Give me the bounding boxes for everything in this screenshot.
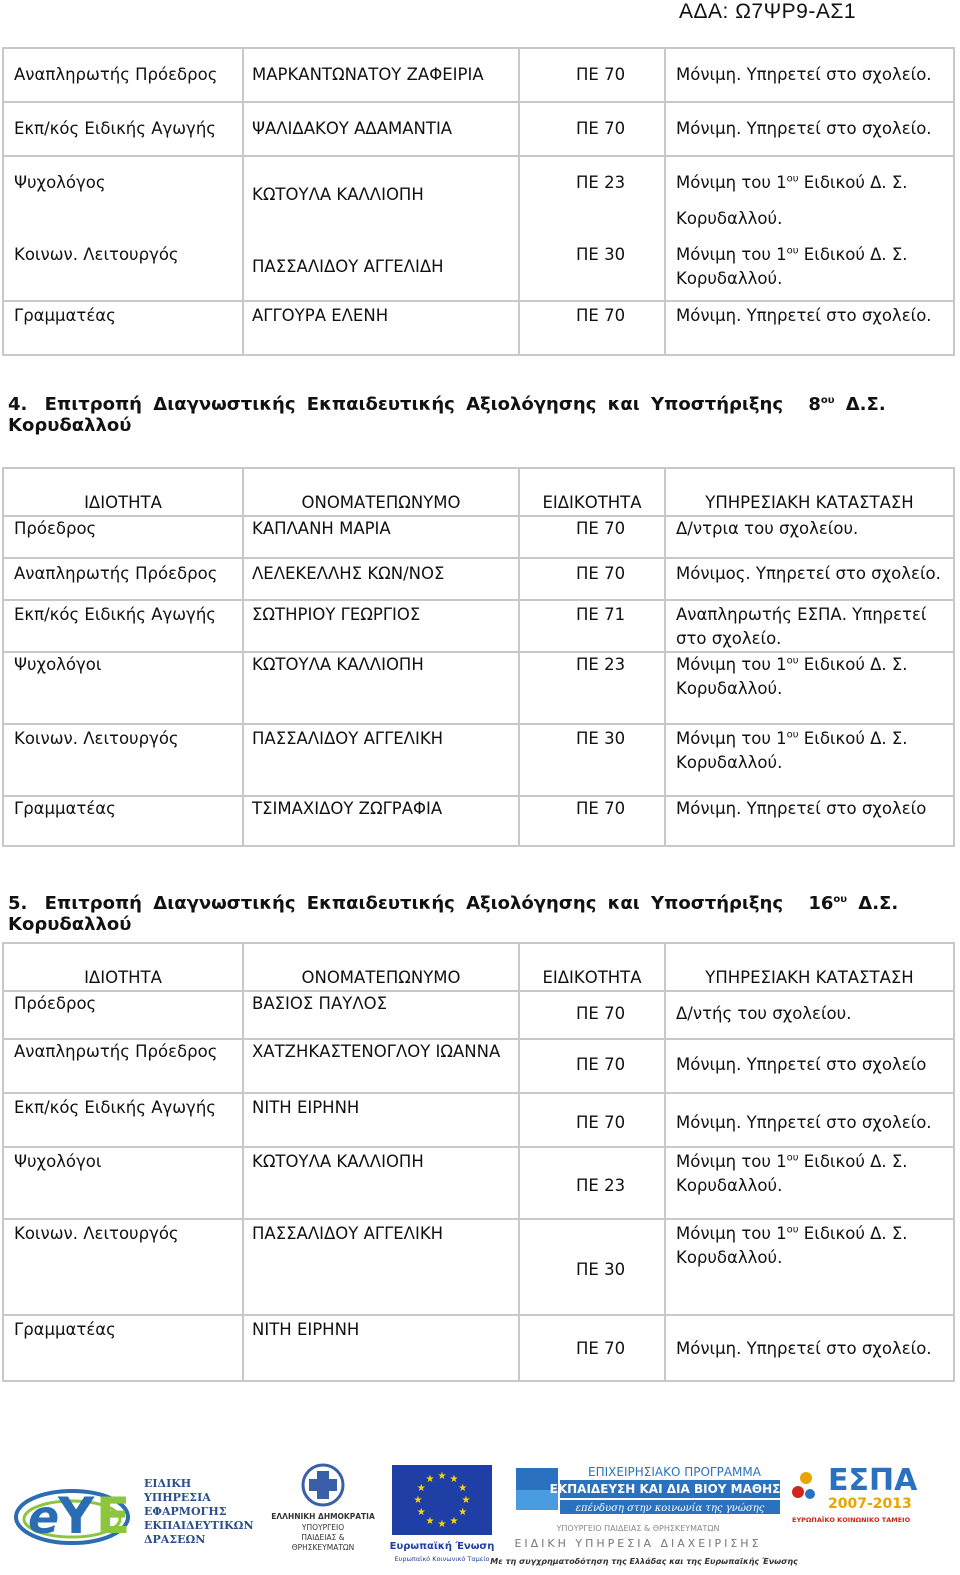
header-specialty: ΕΙΔΙΚΟΤΗΤΑ — [519, 468, 665, 516]
status-text: Κορυδαλλού. — [676, 753, 783, 772]
espa-logo — [788, 1460, 918, 1540]
role-cell: Εκπ/κός Ειδικής Αγωγής — [3, 1093, 243, 1147]
specialty-cell: ΠΕ 71 — [519, 600, 665, 652]
status-cell: Μόνιμη. Υπηρετεί στο σχολείο — [665, 796, 954, 846]
status-cell: Αναπληρωτής ΕΣΠΑ. Υπηρετεί στο σχολείο. — [665, 600, 954, 652]
status-text: Κορυδαλλού. — [676, 209, 783, 228]
status-text: Κορυδαλλού. — [676, 269, 783, 288]
espa-icon — [788, 1460, 918, 1540]
status-cell: Μόνιμη. Υπηρετεί στο σχολείο — [665, 1039, 954, 1093]
table-row — [3, 301, 954, 355]
section-5-heading — [8, 893, 960, 935]
svg-text:ΕΚΠΑΙΔΕΥΤΙΚΩΝ: ΕΚΠΑΙΔΕΥΤΙΚΩΝ — [144, 1519, 254, 1532]
role-cell: Γραμματέας — [3, 301, 243, 355]
status-text: Ειδικού Δ. Σ. — [798, 1224, 908, 1243]
name-cell: ΚΑΠΛΑΝΗ ΜΑΡΙΑ — [243, 516, 519, 558]
eu-star-icon: ★ — [449, 1515, 459, 1527]
section-number: 5. — [8, 893, 28, 914]
svg-text:2007-2013: 2007-2013 — [828, 1496, 912, 1512]
svg-text:e: e — [28, 1490, 60, 1544]
spec-social-worker: ΠΕ 30 — [576, 245, 626, 264]
status-line — [676, 243, 945, 267]
school-number: 8 — [808, 394, 821, 415]
eu-star-icon: ★ — [425, 1515, 435, 1527]
eu-star-icon: ★ — [437, 1519, 447, 1530]
role-cell: Γραμματέας — [3, 1315, 243, 1381]
svg-text:ΕΠΙΧΕΙΡΗΣΙΑΚΟ ΠΡΟΓΡΑΜΜΑ: ΕΠΙΧΕΙΡΗΣΙΑΚΟ ΠΡΟΓΡΑΜΜΑ — [588, 1465, 761, 1479]
specialty-cell: ΠΕ 70 — [519, 1315, 665, 1381]
school-number: 16 — [808, 893, 834, 914]
committee-table-8 — [2, 467, 955, 847]
role-cell: Ψυχολόγοι — [3, 652, 243, 724]
name-cell: ΜΑΡΚΑΝΤΩΝΑΤΟΥ ΖΑΦΕΙΡΙΑ — [243, 48, 519, 102]
status-line — [676, 1222, 945, 1246]
svg-text:ΕΣΠΑ: ΕΣΠΑ — [828, 1463, 918, 1498]
table-row — [3, 991, 954, 1039]
table-row — [3, 1219, 954, 1315]
eu-logo — [390, 1463, 494, 1567]
role-cell: Ψυχολόγοι — [3, 1147, 243, 1219]
status-text: Κορυδαλλού. — [676, 679, 783, 698]
status-text: Ειδικού Δ. Σ. — [798, 1152, 908, 1171]
status-line — [676, 171, 945, 195]
spec-psychologist: ΠΕ 23 — [576, 173, 626, 192]
status-text: Μόνιμη του 1 — [676, 655, 787, 674]
role-cell: Εκπ/κός Ειδικής Αγωγής — [3, 102, 243, 156]
status-text: Ειδικού Δ. Σ. — [798, 655, 908, 674]
specialty-cell: ΠΕ 70 — [519, 991, 665, 1039]
eu-star-icon: ★ — [425, 1474, 435, 1486]
specialty-cell: ΠΕ 70 — [519, 558, 665, 600]
status-cell — [665, 724, 954, 796]
header-name: ΟΝΟΜΑΤΕΠΩΝΥΜΟ — [243, 468, 519, 516]
status-cell: Μόνιμος. Υπηρετεί στο σχολείο. — [665, 558, 954, 600]
status-text: Ειδικού Δ. Σ. — [798, 245, 908, 264]
svg-text:ΕΙΔΙΚΗ ΥΠΗΡΕΣΙΑ ΔΙΑΧΕΙΡΙΣΗΣ: ΕΙΔΙΚΗ ΥΠΗΡΕΣΙΑ ΔΙΑΧΕΙΡΙΣΗΣ — [514, 1537, 762, 1550]
status-cell — [665, 1219, 954, 1315]
svg-text:Ευρωπαϊκή Ένωση: Ευρωπαϊκή Ένωση — [389, 1541, 495, 1552]
role-cell: Πρόεδρος — [3, 991, 243, 1039]
specialty-cell: ΠΕ 70 — [519, 1039, 665, 1093]
specialty-cell: ΠΕ 70 — [519, 796, 665, 846]
eye-logo — [10, 1475, 260, 1555]
status-text: Κορυδαλλού. — [676, 1176, 783, 1195]
role-cell: Πρόεδρος — [3, 516, 243, 558]
svg-text:ΠΑΙΔΕΙΑΣ &: ΠΑΙΔΕΙΑΣ & — [301, 1533, 345, 1542]
eye-logo-icon — [10, 1475, 260, 1555]
name-social-worker: ΠΑΣΣΑΛΙΔΟΥ ΑΓΓΕΛΙΔΗ — [252, 257, 444, 276]
specialty-cell: ΠΕ 23 — [519, 1147, 665, 1219]
specialty-cell: ΠΕ 30 — [519, 724, 665, 796]
table-row — [3, 558, 954, 600]
header-name: ΟΝΟΜΑΤΕΠΩΝΥΜΟ — [243, 943, 519, 991]
table-row — [3, 48, 954, 102]
table-row-merged — [3, 156, 954, 301]
name-cell: ΣΩΤΗΡΙΟΥ ΓΕΩΡΓΙΟΣ — [243, 600, 519, 652]
status-line — [676, 1150, 945, 1174]
svg-text:Ε: Ε — [96, 1487, 131, 1545]
role-cell: Αναπληρωτής Πρόεδρος — [3, 1039, 243, 1093]
name-cell: ΚΩΤΟΥΛΑ ΚΑΛΛΙΟΠΗ — [243, 652, 519, 724]
role-cell: Αναπληρωτής Πρόεδρος — [3, 558, 243, 600]
ordinal-sup: ου — [786, 173, 799, 185]
eu-star-icon: ★ — [461, 1495, 471, 1506]
role-cell: Κοινων. Λειτουργός — [3, 724, 243, 796]
table-row — [3, 796, 954, 846]
status-cell — [665, 652, 954, 724]
status-cell: Μόνιμη. Υπηρετεί στο σχολείο. — [665, 1315, 954, 1381]
status-line — [676, 727, 945, 751]
table-row — [3, 1039, 954, 1093]
ordinal-sup: ου — [833, 894, 848, 905]
name-cell: ΠΑΣΣΑΛΙΔΟΥ ΑΓΓΕΛΙΚΗ — [243, 1219, 519, 1315]
specialty-cell: ΠΕ 70 — [519, 1093, 665, 1147]
status-text: Ειδικού Δ. Σ. — [798, 729, 908, 748]
specialty-cell: ΠΕ 70 — [519, 301, 665, 355]
svg-text:ΘΡΗΣΚΕΥΜΑΤΩΝ: ΘΡΗΣΚΕΥΜΑΤΩΝ — [291, 1543, 355, 1552]
status-cell-merged — [665, 156, 954, 301]
ordinal-sup: ου — [786, 245, 799, 257]
specialty-cell: ΠΕ 70 — [519, 102, 665, 156]
eu-star-icon: ★ — [458, 1483, 468, 1494]
status-text: Μόνιμη του 1 — [676, 1152, 787, 1171]
name-cell: ΛΕΛΕΚΕΛΛΗΣ ΚΩΝ/ΝΟΣ — [243, 558, 519, 600]
ordinal-sup: ου — [786, 729, 799, 741]
svg-text:ΕΚΠΑΙΔΕΥΣΗ ΚΑΙ ΔΙΑ ΒΙΟΥ ΜΑΘΗΣΗ: ΕΚΠΑΙΔΕΥΣΗ ΚΑΙ ΔΙΑ ΒΙΟΥ ΜΑΘΗΣΗ — [549, 1482, 791, 1496]
status-line — [676, 653, 945, 677]
ordinal-sup: ου — [786, 655, 799, 667]
name-cell: ΠΑΣΣΑΛΙΔΟΥ ΑΓΓΕΛΙΚΗ — [243, 724, 519, 796]
header-role: ΙΔΙΟΤΗΤΑ — [3, 468, 243, 516]
svg-text:ΥΠΗΡΕΣΙΑ: ΥΠΗΡΕΣΙΑ — [144, 1491, 211, 1504]
name-cell: ΑΓΓΟΥΡΑ ΕΛΕΝΗ — [243, 301, 519, 355]
name-cell: ΝΙΤΗ ΕΙΡΗΝΗ — [243, 1093, 519, 1147]
role-social-worker: Κοινων. Λειτουργός — [14, 245, 179, 264]
table-row — [3, 600, 954, 652]
svg-text:ΥΠΟΥΡΓΕΙΟ ΠΑΙΔΕΙΑΣ & ΘΡΗΣΚΕΥΜΑ: ΥΠΟΥΡΓΕΙΟ ΠΑΙΔΕΙΑΣ & ΘΡΗΣΚΕΥΜΑΤΩΝ — [556, 1524, 720, 1533]
section-title: Επιτροπή Διαγνωστικής Εκπαιδευτικής Αξιολόγησης και Υποστήριξης — [44, 394, 784, 415]
svg-text:ΔΡΑΣΕΩΝ: ΔΡΑΣΕΩΝ — [144, 1533, 206, 1546]
svg-text:ΕΦΑΡΜΟΓΗΣ: ΕΦΑΡΜΟΓΗΣ — [144, 1505, 227, 1518]
table-row — [3, 652, 954, 724]
status-cell: Μόνιμη. Υπηρετεί στο σχολείο. — [665, 102, 954, 156]
svg-text:Με τη συγχρηματοδότηση της Ελλ: Με τη συγχρηματοδότηση της Ελλάδας και της Ευρωπαϊκής Ένωσης — [490, 1557, 798, 1566]
table-row — [3, 724, 954, 796]
specialty-cell-merged — [519, 156, 665, 301]
header-status: ΥΠΗΡΕΣΙΑΚΗ ΚΑΤΑΣΤΑΣΗ — [665, 468, 954, 516]
svg-text:ΕΙΔΙΚΗ: ΕΙΔΙΚΗ — [144, 1477, 192, 1490]
role-psychologist: Ψυχολόγος — [14, 173, 106, 192]
committee-table-continued — [2, 47, 955, 356]
header-status: ΥΠΗΡΕΣΙΑΚΗ ΚΑΤΑΣΤΑΣΗ — [665, 943, 954, 991]
status-text: Μόνιμη του 1 — [676, 245, 787, 264]
svg-text:Ευρωπαϊκό Κοινωνικό Ταμείο: Ευρωπαϊκό Κοινωνικό Ταμείο — [394, 1555, 490, 1563]
program-banner-icon — [490, 1460, 798, 1570]
name-cell: ΧΑΤΖΗΚΑΣΤΕΝΟΓΛΟΥ ΙΩΑΝΝΑ — [243, 1039, 519, 1093]
eu-star-icon: ★ — [416, 1507, 426, 1518]
name-psychologist: ΚΩΤΟΥΛΑ ΚΑΛΛΙΟΠΗ — [252, 185, 424, 204]
table-row — [3, 1147, 954, 1219]
svg-text:ΥΠΟΥΡΓΕΙΟ: ΥΠΟΥΡΓΕΙΟ — [301, 1523, 345, 1532]
table-row — [3, 1315, 954, 1381]
ordinal-sup: ου — [820, 395, 835, 406]
greek-emblem-icon — [268, 1463, 378, 1563]
name-cell: ΨΑΛΙΔΑΚΟΥ ΑΔΑΜΑΝΤΙΑ — [243, 102, 519, 156]
school-name: Δ.Σ. Κορυδαλλού — [8, 394, 886, 436]
specialty-cell: ΠΕ 30 — [519, 1219, 665, 1315]
svg-text:Υ: Υ — [58, 1487, 95, 1545]
status-text: Ειδικού Δ. Σ. — [798, 173, 908, 192]
status-text: Μόνιμη του 1 — [676, 1224, 787, 1243]
table-header-row — [3, 468, 954, 516]
status-text: Κορυδαλλού. — [676, 1248, 783, 1267]
ordinal-sup: ου — [786, 1224, 799, 1236]
svg-text:ΕΛΛΗΝΙΚΗ ΔΗΜΟΚΡΑΤΙΑ: ΕΛΛΗΝΙΚΗ ΔΗΜΟΚΡΑΤΙΑ — [271, 1512, 375, 1521]
role-cell: Κοινων. Λειτουργός — [3, 1219, 243, 1315]
header-specialty: ΕΙΔΙΚΟΤΗΤΑ — [519, 943, 665, 991]
status-cell — [665, 1147, 954, 1219]
section-title: Επιτροπή Διαγνωστικής Εκπαιδευτικής Αξιολόγησης και Υποστήριξης — [44, 893, 784, 914]
status-cell: Μόνιμη. Υπηρετεί στο σχολείο. — [665, 301, 954, 355]
eu-star-icon: ★ — [437, 1471, 447, 1482]
status-text: Μόνιμη του 1 — [676, 173, 787, 192]
section-number: 4. — [8, 394, 28, 415]
eu-star-icon: ★ — [449, 1474, 459, 1486]
svg-text:επένδυση στην κοινωνία της γνώ: επένδυση στην κοινωνία της γνώσης — [575, 1503, 765, 1514]
table-row — [3, 516, 954, 558]
table-row — [3, 1093, 954, 1147]
ada-code: ΑΔΑ: Ω7ΨΡ9-ΑΣ1 — [679, 0, 856, 23]
role-cell: Γραμματέας — [3, 796, 243, 846]
ministry-logo — [268, 1463, 378, 1563]
status-cell: Δ/ντής του σχολείου. — [665, 991, 954, 1039]
table-header-row — [3, 943, 954, 991]
name-cell: ΤΣΙΜΑΧΙΔΟΥ ΖΩΓΡΑΦΙΑ — [243, 796, 519, 846]
status-text: Μόνιμη του 1 — [676, 729, 787, 748]
committee-table-16 — [2, 942, 955, 1382]
section-4-heading — [8, 394, 960, 436]
role-cell-merged — [3, 156, 243, 301]
eu-star-icon: ★ — [413, 1495, 423, 1506]
table-row — [3, 102, 954, 156]
role-cell: Αναπληρωτής Πρόεδρος — [3, 48, 243, 102]
header-role: ΙΔΙΟΤΗΤΑ — [3, 943, 243, 991]
name-cell: ΚΩΤΟΥΛΑ ΚΑΛΛΙΟΠΗ — [243, 1147, 519, 1219]
role-cell: Εκπ/κός Ειδικής Αγωγής — [3, 600, 243, 652]
eu-flag-icon — [390, 1463, 494, 1567]
eu-star-icon: ★ — [458, 1507, 468, 1518]
eu-star-icon: ★ — [416, 1483, 426, 1494]
ordinal-sup: ου — [786, 1152, 799, 1164]
status-cell: Δ/ντρια του σχολείου. — [665, 516, 954, 558]
school-name: Δ.Σ. Κορυδαλλού — [8, 893, 899, 935]
status-cell: Μόνιμη. Υπηρετεί στο σχολείο. — [665, 48, 954, 102]
svg-text:ΕΥΡΩΠΑΪΚΟ ΚΟΙΝΩΝΙΚΟ ΤΑΜΕΙΟ: ΕΥΡΩΠΑΪΚΟ ΚΟΙΝΩΝΙΚΟ ΤΑΜΕΙΟ — [792, 1516, 911, 1524]
footer-logos — [0, 1455, 960, 1570]
name-cell: ΝΙΤΗ ΕΙΡΗΝΗ — [243, 1315, 519, 1381]
program-logo — [490, 1460, 798, 1570]
specialty-cell: ΠΕ 23 — [519, 652, 665, 724]
specialty-cell: ΠΕ 70 — [519, 516, 665, 558]
name-cell: ΒΑΣΙΟΣ ΠΑΥΛΟΣ — [243, 991, 519, 1039]
status-cell: Μόνιμη. Υπηρετεί στο σχολείο. — [665, 1093, 954, 1147]
name-cell-merged — [243, 156, 519, 301]
specialty-cell: ΠΕ 70 — [519, 48, 665, 102]
